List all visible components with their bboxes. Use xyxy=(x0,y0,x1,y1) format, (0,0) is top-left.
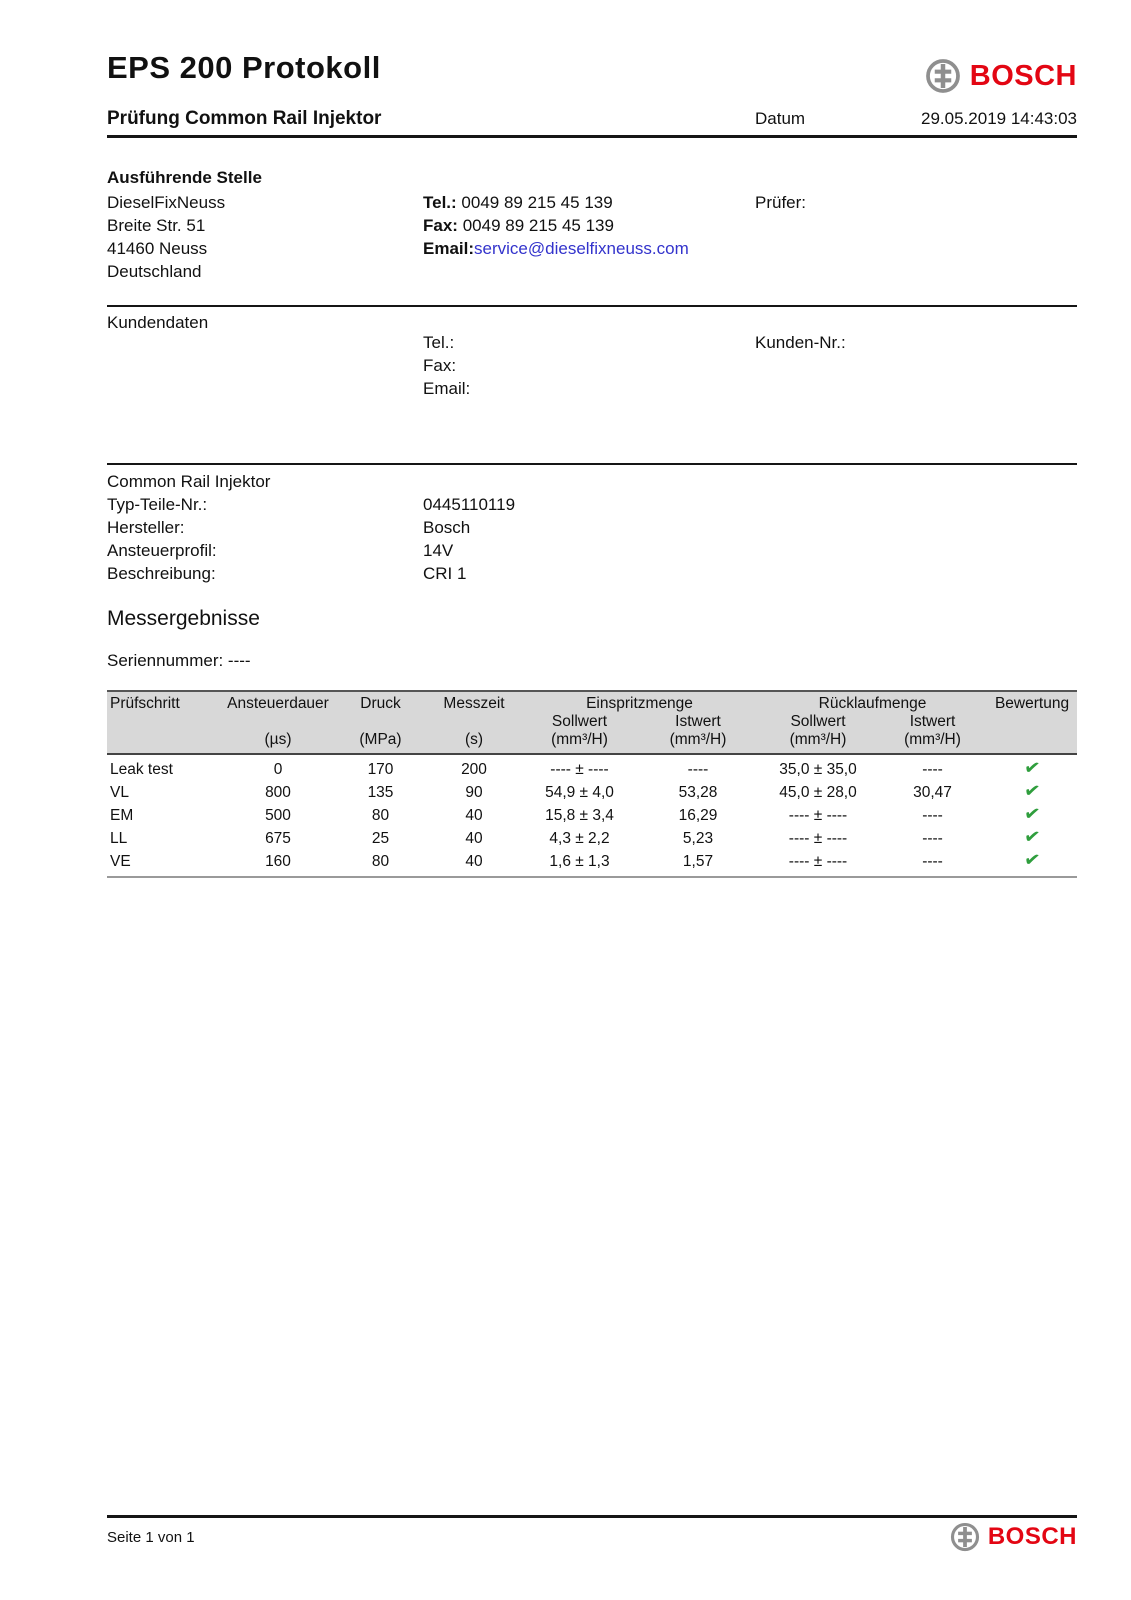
cell-messzeit: 90 xyxy=(465,783,483,801)
tel-value: 0049 89 215 45 139 xyxy=(461,193,613,212)
unit-mm3h: (mm³/H) xyxy=(521,731,638,754)
address-line: Breite Str. 51 xyxy=(107,216,206,235)
results-table-body xyxy=(107,754,1077,877)
cell-einspritz-istwert: ---- xyxy=(687,760,709,778)
cell-messzeit: 40 xyxy=(465,829,483,847)
seriennummer-line: Seriennummer: ---- xyxy=(107,651,251,670)
col-messzeit: Messzeit xyxy=(427,691,521,713)
address-line: DieselFixNeuss xyxy=(107,193,226,212)
datum-value: 29.05.2019 14:43:03 xyxy=(921,109,1077,128)
pass-check-icon: ✔ xyxy=(1022,802,1042,827)
tel-label: Tel.: xyxy=(423,333,455,352)
cell-messzeit: 200 xyxy=(461,760,487,778)
cell-ruecklauf-sollwert: 45,0 ± 28,0 xyxy=(779,783,857,801)
fax-line xyxy=(423,354,755,377)
cell-ansteuerdauer: 160 xyxy=(222,850,334,877)
header xyxy=(107,50,1077,94)
bosch-wordmark: BOSCH xyxy=(969,59,1077,92)
cell-einspritz-istwert: 1,57 xyxy=(638,850,758,877)
injektor-heading: Common Rail Injektor xyxy=(107,472,271,491)
injektor-value: 14V xyxy=(423,541,454,560)
cell-messzeit: 40 xyxy=(465,806,483,824)
col-einspritz-istwert: Istwert xyxy=(675,713,721,730)
page-title: EPS 200 Protokoll xyxy=(107,50,381,85)
injektor-value: CRI 1 xyxy=(423,564,467,583)
document-subtitle: Prüfung Common Rail Injektor xyxy=(107,108,382,129)
injektor-value: Bosch xyxy=(423,518,471,537)
fax-label: Fax: xyxy=(423,356,457,375)
cell-bewertung xyxy=(987,827,1077,850)
kunden-nr-col xyxy=(755,311,1077,400)
cell-einspritz-sollwert: 54,9 ± 4,0 xyxy=(545,783,614,801)
cell-messzeit: 40 xyxy=(427,850,521,877)
fax-value: 0049 89 215 45 139 xyxy=(462,216,614,235)
fax-label: Fax: xyxy=(423,216,458,235)
email-label: Email: xyxy=(423,379,471,398)
cell-einspritz-sollwert: 15,8 ± 3,4 xyxy=(545,806,614,824)
cell-einspritz-istwert: 5,23 xyxy=(682,829,714,847)
email-line xyxy=(423,237,755,260)
pass-check-icon: ✔ xyxy=(1022,779,1042,804)
header-sub-row xyxy=(107,713,1077,731)
kundendaten-section xyxy=(107,311,1077,400)
workshop-contact xyxy=(423,166,755,283)
cell-ansteuerdauer: 800 xyxy=(265,783,291,801)
bosch-armature-icon xyxy=(950,1522,980,1552)
cell-ruecklauf-sollwert: ---- ± ---- xyxy=(788,806,848,824)
cell-ansteuerdauer: 675 xyxy=(265,829,291,847)
divider xyxy=(107,1515,1077,1518)
results-table-header xyxy=(107,691,1077,754)
unit-mm3h: (mm³/H) xyxy=(638,731,758,754)
col-druck: Druck xyxy=(334,691,427,713)
injektor-label: Hersteller: xyxy=(107,518,185,537)
cell-druck: 135 xyxy=(367,783,394,801)
cell-druck: 170 xyxy=(367,760,394,778)
table-row xyxy=(107,781,1077,804)
datum-block xyxy=(755,109,1077,129)
unit-mm3h: (mm³/H) xyxy=(878,731,987,754)
col-ruecklaufmenge: Rücklaufmenge xyxy=(758,691,987,713)
subtitle-row xyxy=(107,108,1077,130)
table-row xyxy=(107,804,1077,827)
injektor-row xyxy=(107,539,1077,562)
cell-ruecklauf-sollwert: ---- ± ---- xyxy=(788,829,848,847)
cell-pruefschritt: Leak test xyxy=(110,760,173,778)
unit-s: (s) xyxy=(427,731,521,754)
pass-check-icon: ✔ xyxy=(1022,756,1042,781)
cell-einspritz-istwert: 16,29 xyxy=(678,806,718,824)
cell-einspritz-sollwert: 1,6 ± 1,3 xyxy=(521,850,638,877)
injektor-label: Typ-Teile-Nr.: xyxy=(107,495,208,514)
col-einspritzmenge: Einspritzmenge xyxy=(521,691,758,713)
col-einspritz-sollwert: Sollwert xyxy=(551,713,608,730)
cell-bewertung xyxy=(987,804,1077,827)
cell-ruecklauf-istwert: 30,47 xyxy=(913,783,952,801)
pruefer-col xyxy=(755,166,1077,283)
header-group-row xyxy=(107,691,1077,713)
cell-pruefschritt: EM xyxy=(110,806,134,824)
cell-ruecklauf-sollwert: ---- ± ---- xyxy=(758,850,878,877)
col-ansteuerdauer: Ansteuerdauer xyxy=(222,691,334,713)
cell-ruecklauf-istwert: ---- xyxy=(922,760,943,778)
injektor-row xyxy=(107,493,1077,516)
email-link[interactable]: service@dieselfixneuss.com xyxy=(474,239,689,258)
unit-mm3h: (mm³/H) xyxy=(758,731,878,754)
cell-ruecklauf-sollwert: 35,0 ± 35,0 xyxy=(779,760,857,778)
kunden-nr-label: Kunden-Nr.: xyxy=(755,333,846,352)
divider xyxy=(107,305,1077,307)
cell-ansteuerdauer: 0 xyxy=(273,760,283,778)
results-heading: Messergebnisse xyxy=(107,607,260,630)
cell-pruefschritt: VL xyxy=(110,783,129,801)
injektor-row xyxy=(107,562,1077,585)
table-row xyxy=(107,850,1077,877)
cell-einspritz-istwert: 53,28 xyxy=(678,783,718,801)
cell-ansteuerdauer: 500 xyxy=(265,806,291,824)
divider xyxy=(107,135,1077,138)
ausfuehrende-stelle-section xyxy=(107,166,1077,283)
cell-bewertung xyxy=(987,754,1077,781)
tel-line xyxy=(423,331,755,354)
injektor-section xyxy=(107,470,1077,585)
injektor-label: Ansteuerprofil: xyxy=(107,541,217,560)
fax-line xyxy=(423,214,755,237)
address-line: Deutschland xyxy=(107,262,202,281)
page-footer xyxy=(107,1515,1077,1600)
injektor-row xyxy=(107,516,1077,539)
cell-druck: 80 xyxy=(371,806,390,824)
results-table xyxy=(107,690,1077,878)
section-heading: Kundendaten xyxy=(107,313,209,332)
header-units-row xyxy=(107,731,1077,754)
pass-check-icon: ✔ xyxy=(1022,848,1042,873)
cell-pruefschritt: VE xyxy=(107,850,222,877)
datum-label: Datum xyxy=(755,109,806,128)
bosch-armature-icon xyxy=(925,58,961,94)
customer-heading-col xyxy=(107,311,423,400)
tel-line xyxy=(423,191,755,214)
cell-ruecklauf-istwert: ---- xyxy=(922,806,943,824)
workshop-address xyxy=(107,166,423,283)
injektor-label: Beschreibung: xyxy=(107,564,216,583)
col-ruecklauf-istwert: Istwert xyxy=(909,713,956,730)
table-row xyxy=(107,754,1077,781)
col-pruefschritt: Prüfschritt xyxy=(107,691,222,713)
bosch-wordmark: BOSCH xyxy=(987,1523,1077,1550)
bosch-logo-footer xyxy=(950,1522,1077,1552)
col-ruecklauf-sollwert: Sollwert xyxy=(790,713,846,730)
pruefer-label: Prüfer: xyxy=(755,193,807,212)
cell-einspritz-sollwert: 4,3 ± 2,2 xyxy=(549,829,610,847)
email-label: Email: xyxy=(423,239,475,258)
cell-bewertung xyxy=(987,850,1077,877)
unit-us: (µs) xyxy=(222,731,334,754)
bosch-logo xyxy=(925,58,1077,94)
cell-einspritz-sollwert: ---- ± ---- xyxy=(550,760,609,778)
customer-contact xyxy=(423,311,755,400)
col-bewertung: Bewertung xyxy=(987,691,1077,713)
cell-druck: 25 xyxy=(371,829,390,847)
table-row xyxy=(107,827,1077,850)
cell-druck: 80 xyxy=(334,850,427,877)
cell-pruefschritt: LL xyxy=(110,829,128,847)
tel-label: Tel.: xyxy=(423,193,457,212)
pass-check-icon: ✔ xyxy=(1022,825,1042,850)
page-number: Seite 1 von 1 xyxy=(107,1528,195,1546)
cell-bewertung xyxy=(987,781,1077,804)
injektor-value: 0445110119 xyxy=(423,495,516,514)
cell-ruecklauf-istwert: ---- xyxy=(878,850,987,877)
cell-ruecklauf-istwert: ---- xyxy=(922,829,943,847)
address-line: 41460 Neuss xyxy=(107,239,208,258)
section-heading: Ausführende Stelle xyxy=(107,168,262,187)
divider xyxy=(107,463,1077,465)
unit-mpa: (MPa) xyxy=(334,731,427,754)
email-line xyxy=(423,377,755,400)
